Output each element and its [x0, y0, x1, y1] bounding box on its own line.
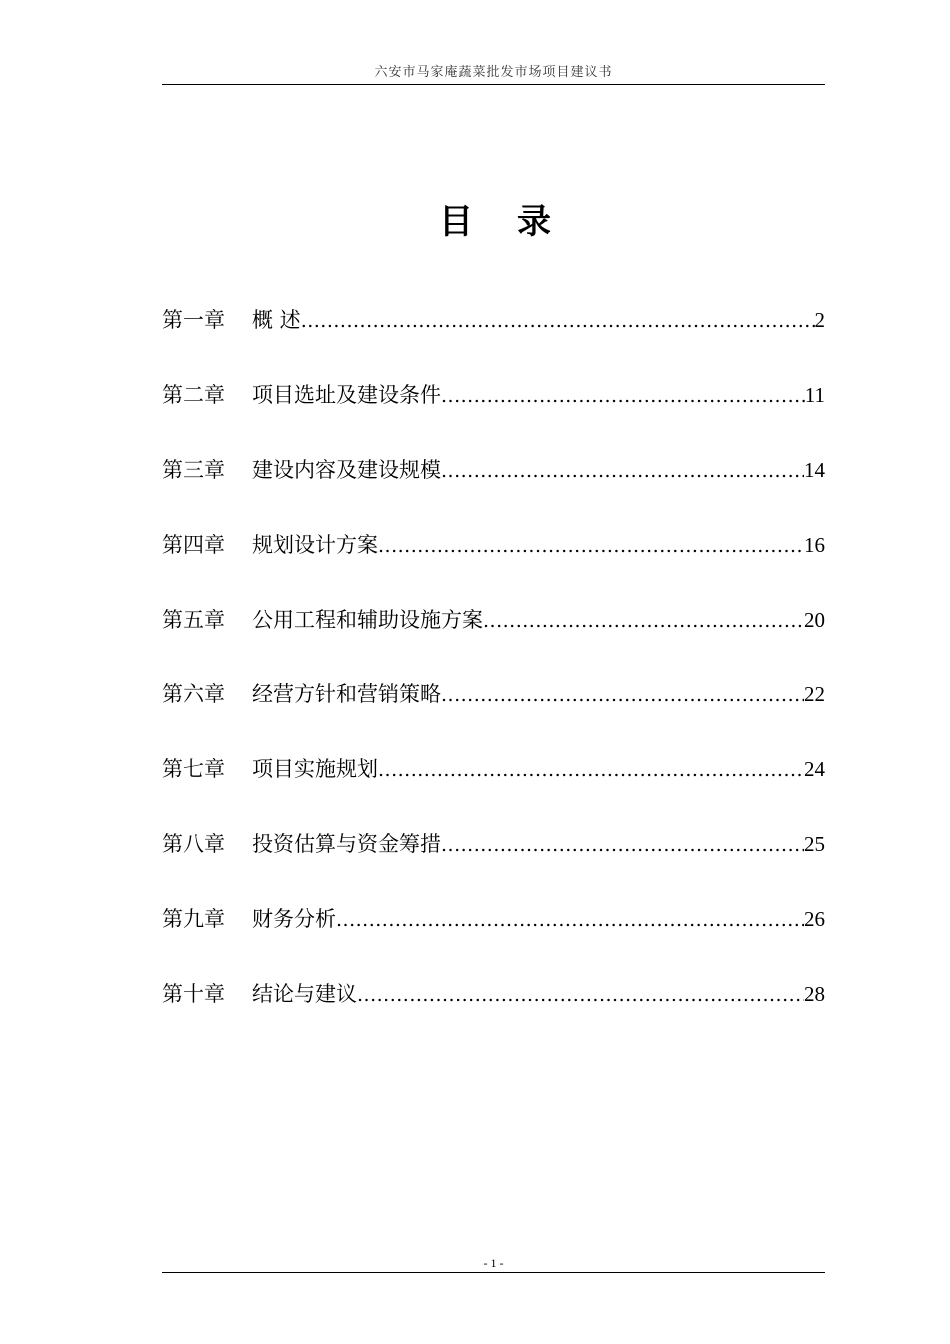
toc-chapter-title: 概 述	[252, 308, 301, 332]
toc-page-number: 28	[804, 982, 825, 1007]
toc-leader-dots	[378, 750, 804, 790]
toc-entry[interactable]	[162, 375, 825, 450]
toc-entry[interactable]	[162, 824, 825, 899]
toc-entry[interactable]	[162, 450, 825, 525]
toc-chapter-title: 项目选址及建设条件	[252, 382, 441, 407]
page-header	[162, 62, 825, 85]
toc-page-number: 16	[804, 532, 825, 557]
toc-entry[interactable]	[162, 974, 825, 1049]
toc-entry[interactable]	[162, 600, 825, 675]
toc-leader-dots	[378, 526, 804, 566]
toc-leader-dots	[441, 451, 804, 491]
toc-leader-dots	[483, 601, 804, 641]
toc-title	[0, 196, 950, 248]
toc-chapter-title: 经营方针和营销策略	[252, 682, 441, 707]
toc-chapter-number: 第十章	[162, 982, 225, 1007]
toc-page-number: 25	[804, 832, 825, 857]
toc-page-number: 20	[804, 607, 825, 632]
toc-chapter-number: 第五章	[162, 607, 225, 632]
toc-chapter-number: 第八章	[162, 832, 225, 857]
toc-entry[interactable]	[162, 300, 825, 375]
toc-leader-dots	[441, 376, 805, 416]
toc-chapter-title: 公用工程和辅助设施方案	[252, 607, 483, 632]
toc-title-char: 录	[517, 202, 551, 242]
toc-page-number: 26	[804, 907, 825, 932]
toc-chapter-number: 第四章	[162, 532, 225, 557]
toc-leader-dots	[441, 675, 804, 715]
toc-chapter-number: 第二章	[162, 382, 225, 407]
toc-page-number: 14	[804, 457, 825, 482]
toc-chapter-title: 规划设计方案	[252, 532, 378, 557]
toc-entry[interactable]	[162, 749, 825, 824]
toc-chapter-title: 项目实施规划	[252, 757, 378, 782]
toc-entry[interactable]	[162, 525, 825, 600]
toc-chapter-number: 第三章	[162, 457, 225, 482]
toc-page-number: 2	[814, 308, 825, 332]
toc-entry[interactable]	[162, 899, 825, 974]
page-footer	[162, 1254, 825, 1273]
toc-page-number: 22	[804, 682, 825, 707]
toc-page-number: 24	[804, 757, 825, 782]
toc-page-number: 11	[804, 382, 825, 407]
toc-leader-dots	[357, 975, 804, 1015]
toc-leader-dots	[301, 301, 815, 341]
toc-chapter-title: 结论与建议	[252, 982, 357, 1007]
document-title: 六安市马家庵蔬菜批发市场项目建议书	[374, 65, 613, 80]
toc-title-char: 目	[439, 202, 473, 242]
toc-chapter-number: 第七章	[162, 757, 225, 782]
footer-page-number: - 1 -	[483, 1256, 504, 1270]
toc-leader-dots	[441, 825, 804, 865]
toc-chapter-title: 财务分析	[252, 907, 336, 932]
toc-chapter-title: 建设内容及建设规模	[252, 457, 441, 482]
toc-entry[interactable]	[162, 674, 825, 749]
toc-chapter-number: 第九章	[162, 907, 225, 932]
toc-chapter-number: 第一章	[162, 308, 225, 332]
toc-leader-dots	[336, 900, 804, 940]
toc-chapter-number: 第六章	[162, 682, 225, 707]
toc-chapter-title: 投资估算与资金筹措	[252, 832, 441, 857]
toc-list	[162, 300, 825, 1049]
